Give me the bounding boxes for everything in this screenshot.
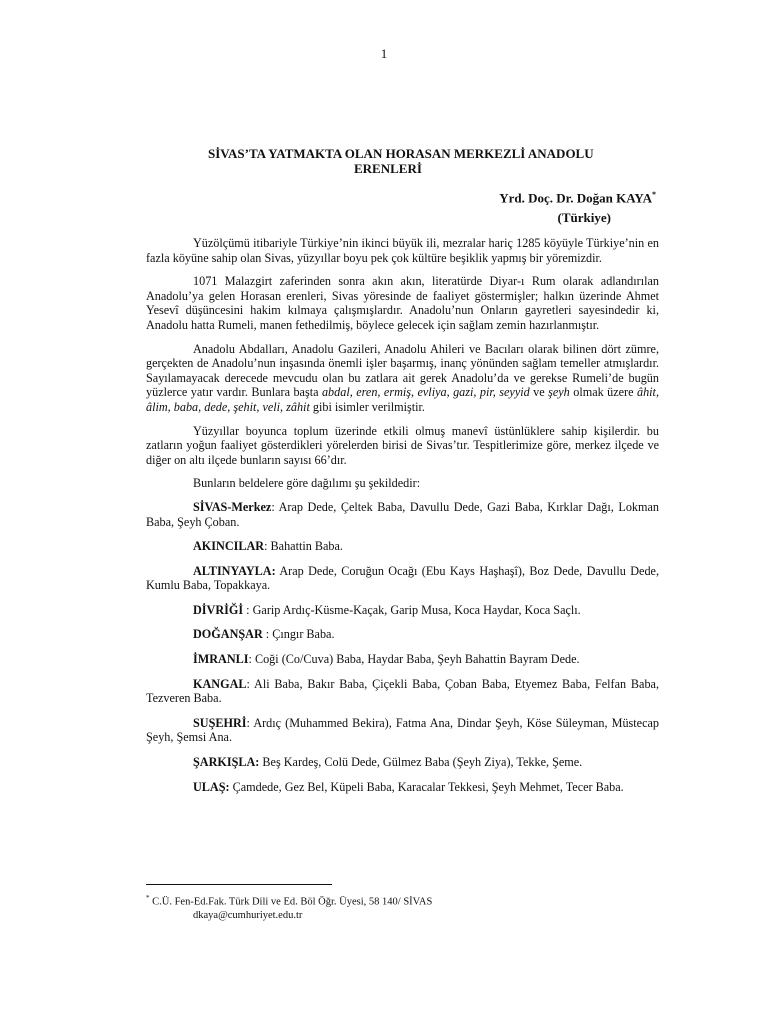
place-name: SUŞEHRİ	[193, 715, 247, 730]
footnote-divider	[146, 884, 332, 885]
eren-names: Beş Kardeş, Colü Dede, Gülmez Baba (Şeyh Ziya), Tekke, Şeme.	[259, 755, 583, 770]
place-name: KANGAL	[193, 676, 247, 691]
eren-names: Çamdede, Gez Bel, Küpeli Baba, Karacalar Tekkesi, Şeyh Mehmet, Tecer Baba.	[229, 779, 624, 794]
eren-names: Arap Dede, Coruğun Ocağı (Ebu Kays Haşhaşî), Boz Dede, Davullu Dede, Kumlu Baba, Topakkaya.	[146, 563, 659, 593]
place-name: DİVRİĞİ	[193, 602, 244, 617]
list-item	[146, 780, 659, 795]
page-number: 1	[380, 46, 388, 61]
article-title	[208, 146, 668, 176]
eren-names: : Çıngır Baba.	[262, 627, 335, 642]
paragraph-3-italic-1: abdal, eren, ermiş, evliya, gazi, pir, seyyid	[321, 385, 530, 400]
list-item	[146, 755, 659, 770]
paragraph-3-part-d: gibi isimler verilmiştir.	[309, 399, 425, 414]
eren-names: : Arap Dede, Çeltek Baba, Davullu Dede, Gazi Baba, Kırklar Dağı, Lokman Baba, Şeyh Çoban.	[146, 499, 659, 529]
author-name	[146, 190, 656, 206]
paragraph-3-part-a: Anadolu Abdalları, Anadolu Gazileri, Anadolu Ahileri ve Bacıları olarak bilinen dört zümre, gerçekten de Anadolu’nun inşasında önemli işler başarmış, inanç yönünden sağlam temeller atmışlardır. Sayılamayacak derecede mevcudu olan bu zatlara ait gerek Anadolu’da ve gerekse Rumeli’de bugün yüzlerce yatır vardır. Bunlara başta	[146, 341, 659, 400]
paragraph-5: Bunların beldelere göre dağılımı şu şekildedir:	[193, 476, 421, 491]
paragraph-4: Yüzyıllar boyunca toplum üzerinde etkili olmuş manevî üstünlüklere sahip kişilerdir. bu zatların yoğun faaliyet gösterdikleri yörelerden birisi de Sivas’tır. Tespitlerimize göre, merkez ilçede ve diğer on altı ilçede bunların sayısı 66’dır.	[146, 423, 659, 467]
place-name: DOĞANŞAR	[193, 627, 263, 642]
author-footnote-mark: *	[652, 190, 656, 199]
paragraph-3-italic-3: âhit, âlim, baba, dede, şehit, veli, zâhit	[146, 385, 659, 414]
place-name: SİVAS-Merkez	[193, 499, 272, 514]
footnote-email[interactable]: dkaya@cumhuriyet.edu.tr	[193, 909, 303, 921]
footnote-affiliation: C.Ü. Fen-Ed.Fak. Türk Dili ve Ed. Böl Öğr. Üyesi, 58 140/ SİVAS	[149, 896, 433, 908]
eren-names: : Ardıç (Muhammed Bekira), Fatma Ana, Dindar Şeyh, Köse Süleyman, Müstecap Şeyh, Şemsi Ana.	[146, 715, 659, 745]
list-item	[146, 603, 659, 618]
place-name: İMRANLI	[193, 652, 249, 667]
list-item	[146, 564, 659, 593]
place-name: ALTINYAYLA:	[193, 563, 276, 578]
title-line-1: SİVAS’TA YATMAKTA OLAN HORASAN MERKEZLİ ANADOLU	[208, 146, 594, 161]
author-name-text: Yrd. Doç. Dr. Doğan KAYA	[499, 190, 652, 206]
list-item	[146, 677, 659, 706]
footnote-mark: *	[146, 894, 150, 902]
list-item	[146, 500, 659, 529]
list-item	[146, 652, 659, 667]
place-name: ULAŞ:	[193, 779, 230, 794]
eren-names: : Coği (Co/Cuva) Baba, Haydar Baba, Şeyh Bahattin Bayram Dede.	[248, 652, 580, 667]
place-name: ŞARKIŞLA:	[193, 755, 260, 770]
list-item	[146, 627, 659, 642]
paragraph-2: 1071 Malazgirt zaferinden sonra akın akın, literatürde Diyar-ı Rum olarak adlandırılan Anadolu’ya gelen Horasan erenleri, Sivas yöresinde de faaliyet göstermişler; halkın üzerinde Ahmet Yesevî düşüncesini hakim kılmaya çalışmışlardır. Anadolu’nun Onların gayretleri sayesindedir ki, Anadolu hatta Rumeli, manen fethedilmiş, böylece gelecek için sağlam zemin hazırlanmıştır.	[146, 274, 659, 332]
eren-names: : Bahattin Baba.	[264, 539, 343, 554]
paragraph-3-italic-2: şeyh	[548, 385, 570, 400]
author-country: (Türkiye)	[557, 210, 611, 225]
footnote	[146, 892, 659, 922]
title-line-2: ERENLERİ	[354, 161, 422, 176]
paragraph-1: Yüzölçümü itibariyle Türkiye’nin ikinci büyük ili, mezralar hariç 1285 köyüyle Türkiye’nin en fazla köyüne sahip olan Sivas, yüzyıllar boyu pek çok kültüre beşiklik yapmış bir yöremizdir.	[146, 236, 659, 265]
list-item	[146, 716, 659, 745]
paragraph-3-part-c: olmak üzere	[569, 385, 637, 400]
body-text	[146, 236, 659, 804]
paragraph-3	[146, 342, 659, 415]
eren-names: : Ali Baba, Bakır Baba, Çiçekli Baba, Çoban Baba, Etyemez Baba, Felfan Baba, Tezveren Baba.	[146, 676, 659, 706]
eren-names: : Garip Ardıç-Küsme-Kaçak, Garip Musa, Koca Haydar, Koca Saçlı.	[243, 602, 581, 617]
place-name: AKINCILAR	[193, 539, 265, 554]
list-item	[146, 539, 659, 554]
paragraph-3-part-b: ve	[529, 385, 549, 400]
